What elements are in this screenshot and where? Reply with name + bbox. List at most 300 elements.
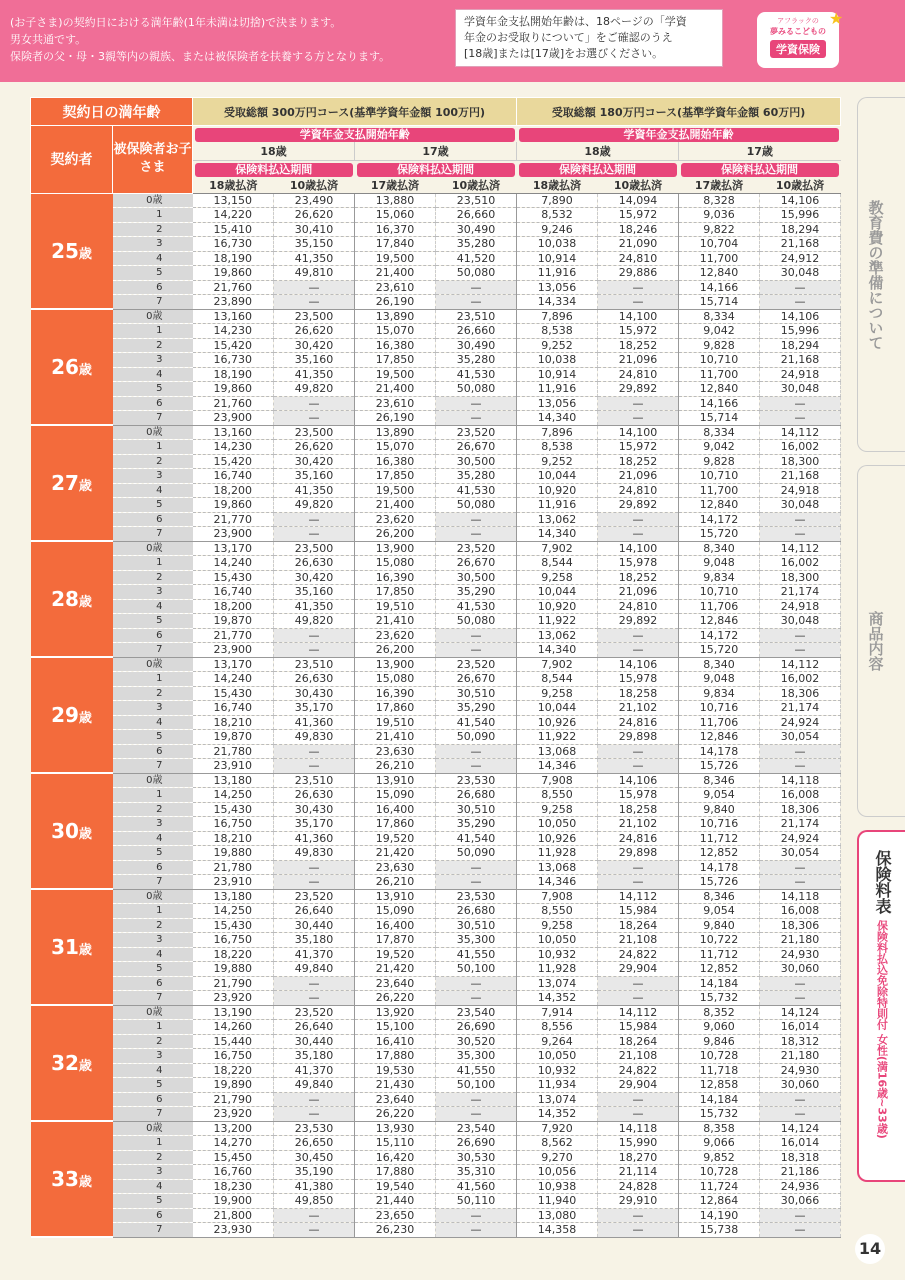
premium-cell: 29,904 — [598, 1078, 679, 1093]
premium-cell: 15,972 — [598, 208, 679, 223]
premium-cell: 11,928 — [517, 962, 598, 977]
table-row — [31, 440, 841, 455]
premium-cell: 26,630 — [274, 788, 355, 803]
premium-cell: 15,726 — [679, 759, 760, 774]
child-age-cell: 4 — [113, 251, 193, 266]
premium-cell: 15,720 — [679, 527, 760, 542]
pay-column-header: 17歳払済 — [679, 177, 760, 194]
premium-cell: — — [274, 976, 355, 991]
premium-cell: 17,850 — [355, 469, 436, 484]
premium-cell: 30,530 — [436, 1150, 517, 1165]
table-row — [31, 962, 841, 977]
premium-cell: 8,340 — [679, 657, 760, 672]
premium-cell: — — [274, 396, 355, 411]
tab-premium-table[interactable] — [857, 830, 905, 1182]
premium-cell: — — [598, 759, 679, 774]
premium-cell: 19,860 — [193, 266, 274, 281]
premium-cell: 30,510 — [436, 918, 517, 933]
premium-cell: 18,220 — [193, 947, 274, 962]
premium-cell: 14,184 — [679, 976, 760, 991]
premium-cell: 15,070 — [355, 324, 436, 339]
premium-cell: 18,270 — [598, 1150, 679, 1165]
premium-cell: 12,858 — [679, 1078, 760, 1093]
premium-cell: — — [274, 991, 355, 1006]
premium-cell: 14,358 — [517, 1223, 598, 1238]
premium-cell: 14,352 — [517, 1107, 598, 1122]
premium-cell: 29,892 — [598, 614, 679, 629]
child-age-cell: 5 — [113, 382, 193, 397]
table-row — [31, 237, 841, 252]
table-row — [31, 904, 841, 919]
pay-column-header: 17歳払済 — [355, 177, 436, 194]
child-age-cell: 4 — [113, 599, 193, 614]
child-age-cell: 4 — [113, 1179, 193, 1194]
premium-cell: 26,650 — [274, 1136, 355, 1151]
premium-cell: 11,700 — [679, 367, 760, 382]
premium-cell: 15,430 — [193, 802, 274, 817]
premium-cell: 21,180 — [760, 933, 841, 948]
premium-cell: 14,178 — [679, 860, 760, 875]
premium-cell: 14,240 — [193, 672, 274, 687]
premium-cell: 11,922 — [517, 614, 598, 629]
premium-cell: 23,630 — [355, 744, 436, 759]
premium-cell: 49,810 — [274, 266, 355, 281]
premium-cell: 30,430 — [274, 686, 355, 701]
premium-cell: 24,918 — [760, 599, 841, 614]
premium-cell: 41,350 — [274, 251, 355, 266]
premium-cell: — — [760, 527, 841, 542]
premium-cell: 26,210 — [355, 759, 436, 774]
premium-table-wrapper — [30, 97, 840, 1238]
child-age-cell: 6 — [113, 280, 193, 295]
premium-cell: 13,170 — [193, 657, 274, 672]
premium-cell: 7,908 — [517, 889, 598, 904]
premium-cell: 14,118 — [598, 1121, 679, 1136]
premium-cell: 23,520 — [274, 889, 355, 904]
table-row — [31, 860, 841, 875]
premium-cell: 11,916 — [517, 382, 598, 397]
child-age-cell: 7 — [113, 1223, 193, 1238]
premium-cell: 30,066 — [760, 1194, 841, 1209]
child-age-cell: 5 — [113, 1194, 193, 1209]
premium-cell: 10,932 — [517, 947, 598, 962]
header-band — [0, 0, 905, 82]
child-age-cell: 1 — [113, 1020, 193, 1035]
premium-cell: — — [436, 512, 517, 527]
premium-cell: — — [436, 1107, 517, 1122]
premium-cell: 16,740 — [193, 585, 274, 600]
premium-cell: — — [598, 295, 679, 310]
premium-cell: 15,430 — [193, 686, 274, 701]
premium-cell: — — [598, 976, 679, 991]
table-row — [31, 498, 841, 513]
premium-cell: 15,732 — [679, 1107, 760, 1122]
premium-cell: 8,334 — [679, 425, 760, 440]
premium-cell: 11,700 — [679, 251, 760, 266]
premium-cell: 11,928 — [517, 846, 598, 861]
premium-cell: 30,420 — [274, 454, 355, 469]
premium-cell: — — [274, 527, 355, 542]
age-suffix: 歳 — [78, 711, 92, 726]
table-row — [31, 222, 841, 237]
premium-cell: 15,996 — [760, 324, 841, 339]
premium-cell: 16,750 — [193, 1049, 274, 1064]
premium-cell: — — [760, 396, 841, 411]
premium-cell: 16,380 — [355, 338, 436, 353]
premium-cell: 14,124 — [760, 1121, 841, 1136]
premium-cell: 10,050 — [517, 933, 598, 948]
premium-cell: 21,410 — [355, 730, 436, 745]
premium-cell: 10,050 — [517, 817, 598, 832]
premium-cell: 18,252 — [598, 338, 679, 353]
table-row — [31, 1005, 841, 1020]
age-suffix: 歳 — [78, 479, 92, 494]
table-row — [31, 541, 841, 556]
premium-cell: 21,174 — [760, 585, 841, 600]
premium-cell: 14,106 — [760, 309, 841, 324]
start-age: 17歳 — [679, 142, 841, 160]
child-age-cell: 0歳 — [113, 309, 193, 324]
premium-cell: 49,820 — [274, 498, 355, 513]
premium-cell: 41,530 — [436, 367, 517, 382]
table-row — [31, 599, 841, 614]
premium-cell: 13,068 — [517, 860, 598, 875]
premium-cell: 49,830 — [274, 730, 355, 745]
child-age-cell: 2 — [113, 338, 193, 353]
premium-cell: 13,890 — [355, 425, 436, 440]
child-age-cell: 1 — [113, 556, 193, 571]
premium-cell: 35,170 — [274, 701, 355, 716]
premium-cell: — — [760, 1092, 841, 1107]
premium-cell: 18,312 — [760, 1034, 841, 1049]
start-age-label-text: 学資年金支払開始年齢 — [195, 128, 515, 142]
premium-cell: 23,930 — [193, 1223, 274, 1238]
premium-cell: 14,112 — [760, 425, 841, 440]
premium-cell: 13,170 — [193, 541, 274, 556]
premium-cell: 10,716 — [679, 701, 760, 716]
tab-education-cost[interactable] — [857, 97, 905, 452]
table-row — [31, 715, 841, 730]
premium-cell: 15,060 — [355, 208, 436, 223]
premium-cell: 24,918 — [760, 367, 841, 382]
payment-period-label — [193, 160, 355, 177]
premium-cell: 11,916 — [517, 498, 598, 513]
premium-cell: 13,068 — [517, 744, 598, 759]
premium-cell: 50,080 — [436, 498, 517, 513]
premium-cell: 9,252 — [517, 338, 598, 353]
premium-cell: 15,984 — [598, 1020, 679, 1035]
child-age-cell: 4 — [113, 1063, 193, 1078]
premium-cell: 23,510 — [274, 773, 355, 788]
premium-cell: 26,660 — [436, 208, 517, 223]
premium-cell: 21,760 — [193, 280, 274, 295]
premium-cell: 10,728 — [679, 1049, 760, 1064]
premium-cell: 24,936 — [760, 1179, 841, 1194]
premium-cell: 21,410 — [355, 614, 436, 629]
premium-cell: 18,306 — [760, 802, 841, 817]
table-row — [31, 208, 841, 223]
premium-cell: — — [598, 411, 679, 426]
premium-cell: 41,530 — [436, 483, 517, 498]
premium-table — [30, 97, 841, 1238]
premium-cell: 17,880 — [355, 1049, 436, 1064]
premium-cell: 10,920 — [517, 483, 598, 498]
child-age-cell: 4 — [113, 483, 193, 498]
premium-cell: 16,740 — [193, 701, 274, 716]
premium-cell: 23,640 — [355, 976, 436, 991]
premium-cell: 14,112 — [598, 1005, 679, 1020]
premium-cell: 35,300 — [436, 1049, 517, 1064]
premium-cell: 10,044 — [517, 469, 598, 484]
premium-cell: 17,860 — [355, 817, 436, 832]
premium-cell: 15,100 — [355, 1020, 436, 1035]
table-row — [31, 556, 841, 571]
premium-cell: 26,620 — [274, 208, 355, 223]
logo-brand: アフラックの — [777, 17, 819, 25]
premium-cell: 9,846 — [679, 1034, 760, 1049]
contractor-age-cell — [31, 1121, 113, 1237]
premium-cell: 11,922 — [517, 730, 598, 745]
premium-cell: 35,280 — [436, 353, 517, 368]
premium-cell: 30,048 — [760, 498, 841, 513]
logo-tagline: 夢みるこどもの — [770, 27, 826, 36]
premium-cell: 41,530 — [436, 599, 517, 614]
table-row — [31, 744, 841, 759]
premium-cell: 24,924 — [760, 715, 841, 730]
premium-cell: 30,060 — [760, 962, 841, 977]
premium-cell: 16,390 — [355, 570, 436, 585]
premium-cell: 14,352 — [517, 991, 598, 1006]
child-age-cell: 1 — [113, 904, 193, 919]
premium-cell: 9,048 — [679, 672, 760, 687]
child-age-cell: 5 — [113, 266, 193, 281]
premium-cell: 29,892 — [598, 382, 679, 397]
premium-cell: 9,258 — [517, 686, 598, 701]
premium-cell: — — [436, 1208, 517, 1223]
premium-cell: 19,530 — [355, 1063, 436, 1078]
premium-cell: 12,864 — [679, 1194, 760, 1209]
course-header-180: 受取総額 180万円コース(基準学資年金額 60万円) — [517, 98, 841, 126]
premium-cell: 7,914 — [517, 1005, 598, 1020]
premium-cell: 11,706 — [679, 599, 760, 614]
contractor-age-cell — [31, 1005, 113, 1121]
premium-cell: 10,044 — [517, 701, 598, 716]
premium-cell: 18,294 — [760, 222, 841, 237]
premium-cell: 21,186 — [760, 1165, 841, 1180]
premium-cell: 24,816 — [598, 715, 679, 730]
premium-cell: — — [760, 280, 841, 295]
table-row — [31, 628, 841, 643]
table-row — [31, 1107, 841, 1122]
table-row — [31, 773, 841, 788]
payment-period-label — [679, 160, 841, 177]
premium-cell: 19,500 — [355, 483, 436, 498]
premium-cell: 14,346 — [517, 759, 598, 774]
premium-cell: 26,670 — [436, 672, 517, 687]
note-line: 男女共通です。 — [10, 33, 87, 46]
premium-cell: 30,054 — [760, 846, 841, 861]
premium-cell: 16,730 — [193, 353, 274, 368]
logo-name: 学資保険 — [770, 40, 826, 58]
premium-cell: 23,530 — [274, 1121, 355, 1136]
premium-cell: 30,450 — [274, 1150, 355, 1165]
premium-cell: 13,074 — [517, 976, 598, 991]
child-age-cell: 3 — [113, 701, 193, 716]
premium-cell: — — [598, 860, 679, 875]
child-age-cell: 1 — [113, 324, 193, 339]
premium-cell: 14,250 — [193, 788, 274, 803]
child-age-cell: 1 — [113, 1136, 193, 1151]
premium-cell: 19,880 — [193, 962, 274, 977]
premium-cell: 17,860 — [355, 701, 436, 716]
premium-cell: 16,760 — [193, 1165, 274, 1180]
premium-cell: — — [598, 1107, 679, 1122]
premium-cell: 50,100 — [436, 1078, 517, 1093]
premium-cell: 30,048 — [760, 266, 841, 281]
child-age-cell: 7 — [113, 295, 193, 310]
premium-cell: — — [436, 1092, 517, 1107]
premium-cell: — — [760, 991, 841, 1006]
premium-cell: 21,168 — [760, 353, 841, 368]
premium-cell: 41,350 — [274, 599, 355, 614]
premium-cell: — — [436, 628, 517, 643]
premium-cell: 21,780 — [193, 744, 274, 759]
premium-cell: 23,500 — [274, 541, 355, 556]
payment-period-label-text: 保険料払込期間 — [195, 163, 353, 177]
contractor-age-cell — [31, 541, 113, 657]
premium-cell: — — [760, 512, 841, 527]
premium-cell: 49,830 — [274, 846, 355, 861]
table-row — [31, 802, 841, 817]
table-row — [31, 295, 841, 310]
child-age-cell: 2 — [113, 222, 193, 237]
child-age-cell: 7 — [113, 991, 193, 1006]
child-age-cell: 6 — [113, 396, 193, 411]
premium-cell: 9,054 — [679, 904, 760, 919]
premium-cell: 21,096 — [598, 353, 679, 368]
table-row — [31, 454, 841, 469]
table-row — [31, 425, 841, 440]
premium-cell: 15,714 — [679, 411, 760, 426]
child-age-cell: 2 — [113, 1150, 193, 1165]
premium-cell: 18,210 — [193, 831, 274, 846]
premium-cell: — — [598, 1223, 679, 1238]
premium-cell: 19,900 — [193, 1194, 274, 1209]
premium-cell: 9,270 — [517, 1150, 598, 1165]
premium-cell: 21,108 — [598, 1049, 679, 1064]
premium-cell: 23,500 — [274, 309, 355, 324]
premium-cell: 15,978 — [598, 556, 679, 571]
premium-cell: 14,112 — [760, 657, 841, 672]
premium-cell: 11,916 — [517, 266, 598, 281]
child-age-cell: 4 — [113, 715, 193, 730]
premium-cell: 26,220 — [355, 1107, 436, 1122]
premium-cell: 26,690 — [436, 1020, 517, 1035]
premium-cell: 9,834 — [679, 686, 760, 701]
premium-cell: 9,054 — [679, 788, 760, 803]
child-age-cell: 1 — [113, 788, 193, 803]
payment-period-label-text: 保険料払込期間 — [681, 163, 839, 177]
premium-cell: — — [760, 628, 841, 643]
premium-cell: 13,190 — [193, 1005, 274, 1020]
premium-cell: 30,410 — [274, 222, 355, 237]
child-age-cell: 7 — [113, 527, 193, 542]
premium-cell: 50,090 — [436, 846, 517, 861]
table-row — [31, 483, 841, 498]
premium-cell: 8,352 — [679, 1005, 760, 1020]
premium-cell: 50,110 — [436, 1194, 517, 1209]
premium-cell: 16,400 — [355, 918, 436, 933]
child-age-cell: 2 — [113, 918, 193, 933]
premium-cell: — — [598, 527, 679, 542]
premium-cell: 15,080 — [355, 672, 436, 687]
age-suffix: 歳 — [78, 943, 92, 958]
contractor-age-cell — [31, 773, 113, 889]
premium-cell: 26,190 — [355, 411, 436, 426]
payment-period-label — [355, 160, 517, 177]
premium-cell: 8,328 — [679, 193, 760, 208]
contractor-age-cell — [31, 193, 113, 309]
table-row — [31, 1208, 841, 1223]
premium-cell: 50,080 — [436, 266, 517, 281]
premium-cell: 18,300 — [760, 570, 841, 585]
premium-cell: 41,550 — [436, 947, 517, 962]
premium-cell: 15,732 — [679, 991, 760, 1006]
premium-cell: 21,790 — [193, 976, 274, 991]
premium-cell: 23,510 — [274, 657, 355, 672]
premium-cell: 26,220 — [355, 991, 436, 1006]
table-row — [31, 1078, 841, 1093]
premium-cell: 21,168 — [760, 237, 841, 252]
premium-cell: — — [598, 744, 679, 759]
premium-cell: 24,816 — [598, 831, 679, 846]
premium-cell: — — [274, 295, 355, 310]
table-row — [31, 1121, 841, 1136]
premium-cell: 16,420 — [355, 1150, 436, 1165]
table-row — [31, 976, 841, 991]
premium-cell: 30,440 — [274, 1034, 355, 1049]
premium-cell: — — [760, 643, 841, 658]
table-row — [31, 817, 841, 832]
premium-cell: 23,610 — [355, 280, 436, 295]
premium-cell: 13,930 — [355, 1121, 436, 1136]
child-age-cell: 3 — [113, 933, 193, 948]
premium-cell: 15,984 — [598, 904, 679, 919]
premium-cell: 30,420 — [274, 338, 355, 353]
premium-cell: 16,410 — [355, 1034, 436, 1049]
premium-cell: 23,610 — [355, 396, 436, 411]
tab-product-content[interactable] — [857, 465, 905, 817]
premium-cell: — — [274, 744, 355, 759]
premium-cell: 21,102 — [598, 817, 679, 832]
premium-cell: 23,520 — [436, 657, 517, 672]
child-age-cell: 5 — [113, 1078, 193, 1093]
child-age-cell: 6 — [113, 1208, 193, 1223]
premium-cell: 16,008 — [760, 904, 841, 919]
table-row — [31, 193, 841, 208]
table-row — [31, 759, 841, 774]
premium-cell: 14,340 — [517, 643, 598, 658]
start-age: 18歳 — [517, 142, 679, 160]
child-age-cell: 2 — [113, 686, 193, 701]
premium-cell: 12,846 — [679, 730, 760, 745]
table-row — [31, 1049, 841, 1064]
premium-cell: 16,400 — [355, 802, 436, 817]
premium-table-body — [31, 193, 841, 1237]
premium-cell: 10,056 — [517, 1165, 598, 1180]
premium-cell: 14,112 — [598, 889, 679, 904]
premium-cell: 14,106 — [598, 773, 679, 788]
